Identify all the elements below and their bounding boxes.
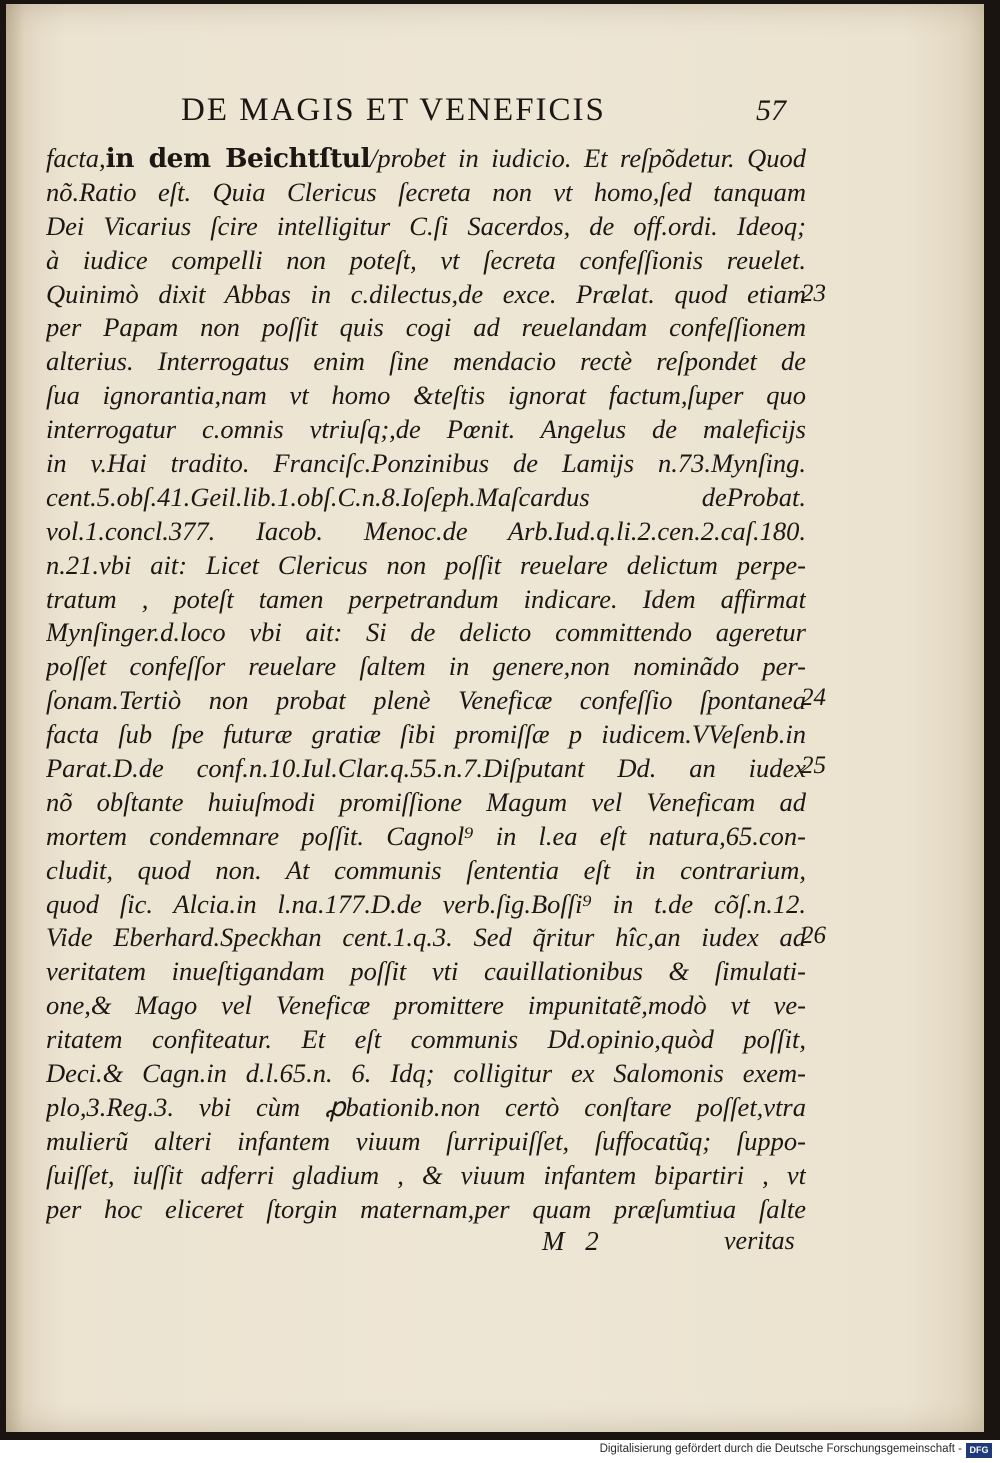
text-line: per Papam non poſſit quis cogi ad reuelandam confeſſionem — [46, 312, 806, 343]
text-line: in v.Hai tradito. Franciſc.Ponzinibus de Lamijs n.73.Mynſing. — [46, 448, 806, 479]
text-line: Quinimò dixit Abbas in c.dilectus,de exce. Prælat. quod etiam — [46, 278, 806, 309]
line-start: facta, — [46, 143, 106, 173]
text-line: ſonam.Tertiò non probat plenè Veneficæ confeſſio ſpontanea — [46, 685, 806, 716]
signature-mark: M 2 — [542, 1226, 599, 1256]
text-line: nõ.Ratio eſt. Quia Clericus ſecreta non vt homo,ſed tanquam — [46, 176, 806, 207]
dfg-logo-icon: DFG — [966, 1443, 992, 1458]
book-page — [6, 4, 984, 1432]
margin-note-23: 23 — [801, 280, 826, 307]
credit-bar — [0, 1440, 1000, 1463]
text-line: facta ſub ſpe futuræ gratiæ ſibi promiſſæ p iudicem.VVeſenb.in — [46, 719, 806, 750]
text-line: mortem condemnare poſſit. Cagnol⁹ in l.ea eſt natura,65.con- — [46, 820, 806, 851]
text-line: interrogatur c.omnis vtriuſq;,de Pœnit. Angelus de maleficijs — [46, 414, 806, 445]
blackletter-phrase: in dem Beichtſtul — [105, 143, 371, 174]
text-line: alterius. Interrogatus enim ſine mendacio rectè reſpondet de — [46, 346, 806, 377]
text-line: à iudice compelli non poteſt, vt ſecreta confeſſionis reuelet. — [46, 244, 806, 275]
text-line: quod ſic. Alcia.in l.na.177.D.de verb.ſig.Boſſi⁹ in t.de cõſ.n.12. — [46, 888, 806, 919]
margin-note-26: 26 — [801, 922, 826, 949]
running-title: DE MAGIS ET VENEFICIS — [181, 92, 606, 128]
text-line: per hoc eliceret ſtorgin maternam,per quam præſumtiua ſalte — [46, 1193, 806, 1224]
text-line: Mynſinger.d.loco vbi ait: Si de delicto committendo ageretur — [46, 617, 806, 648]
margin-note-24: 24 — [801, 684, 826, 711]
text-line: Dei Vicarius ſcire intelligitur C.ſi Sacerdos, de off.ordi. Ideoq; — [46, 210, 806, 241]
text-line: one,& Mago vel Veneficæ promittere impunitatẽ,modò vt ve- — [46, 990, 806, 1021]
text-line: ſuiſſet, iuſſit adferri gladium , & viuum infantem bipartiri , vt — [46, 1159, 806, 1190]
margin-note-25: 25 — [801, 752, 826, 779]
text-line: poſſet confeſſor reuelare ſaltem in genere,non nominãdo per- — [46, 651, 806, 682]
text-line: vol.1.concl.377. Iacob. Menoc.de Arb.Iud.q.li.2.cen.2.caſ.180. — [46, 515, 806, 546]
text-line: cent.5.obſ.41.Geil.lib.1.obſ.C.n.8.Ioſeph.Maſcardus deProbat. — [46, 481, 806, 512]
page-number: 57 — [756, 94, 786, 127]
line-rest: /probet in iudicio. Et reſpõdetur. Quod — [370, 143, 806, 173]
text-line: n.21.vbi ait: Licet Clericus non poſſit reuelare delictum perpe- — [46, 549, 806, 580]
text-line: Deci.& Cagn.in d.l.65.n. 6. Idq; colligitur ex Salomonis exem- — [46, 1058, 806, 1089]
text-line: Vide Eberhard.Speckhan cent.1.q.3. Sed q̃ritur hîc,an iudex ad — [46, 922, 806, 953]
text-line: ritatem confiteatur. Et eſt communis Dd.opinio,quòd poſſit, — [46, 1024, 806, 1055]
text-line: ſua ignorantia,nam vt homo &teſtis ignorat factum,ſuper quo — [46, 380, 806, 411]
text-line: tratum , poteſt tamen perpetrandum indicare. Idem affirmat — [46, 583, 806, 614]
funding-credit: Digitalisierung gefördert durch die Deutsche Forschungsgemeinschaft - — [599, 1443, 962, 1455]
text-line: cludit, quod non. At communis ſententia eſt in contrarium, — [46, 854, 806, 885]
text-line: veritatem inueſtigandam poſſit vti cauillationibus & ſimulati- — [46, 956, 806, 987]
catchword: veritas — [724, 1226, 795, 1255]
text-line — [46, 142, 806, 176]
body-text — [46, 142, 806, 1227]
text-line: nõ obſtante huiuſmodi promiſſione Magum vel Veneficam ad — [46, 786, 806, 817]
text-line: mulierũ alteri infantem viuum ſurripuiſſet, ſuffocatũq; ſuppo- — [46, 1125, 806, 1156]
text-line: Parat.D.de conf.n.10.Iul.Clar.q.55.n.7.Diſputant Dd. an iudex — [46, 753, 806, 784]
margin-notes — [801, 4, 861, 1444]
text-line: plo,3.Reg.3. vbi cùm ꝓbationib.non certò conſtare poſſet,vtra — [46, 1091, 806, 1122]
